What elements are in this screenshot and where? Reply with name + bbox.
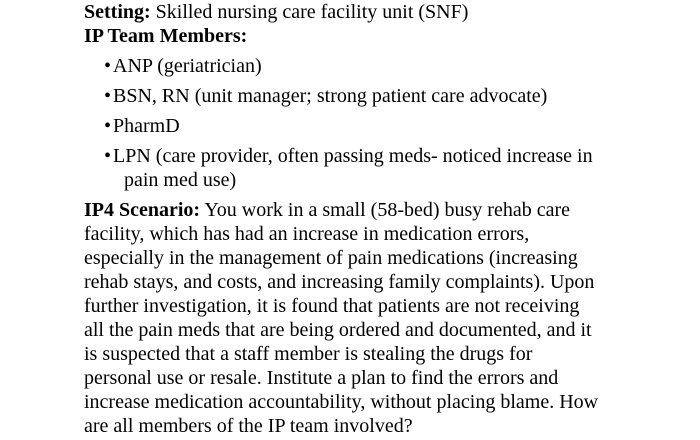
bullet-glyph: •	[104, 115, 112, 137]
team-member-label: ANP (geriatrician)	[113, 55, 262, 77]
setting-label: Setting:	[84, 1, 151, 23]
setting-value: Skilled nursing care facility unit (SNF)	[155, 1, 469, 23]
scenario-line-6: all the pain meds that are being ordered and documented, and it	[84, 319, 592, 341]
team-member-label: BSN, RN (unit manager; strong patient care advocate)	[113, 85, 548, 107]
scenario-line-3: especially in the management of pain medications (increasing	[84, 247, 578, 269]
team-member-label: LPN (care provider, often passing meds- noticed increase in	[113, 145, 593, 167]
bullet-glyph: •	[104, 145, 112, 167]
scenario-line-8: personal use or resale. Institute a plan to find the errors and	[84, 367, 559, 389]
team-member-rn	[104, 84, 547, 108]
bullet-glyph: •	[104, 85, 112, 107]
bullet-glyph: •	[104, 55, 112, 77]
team-member-pharmd	[104, 114, 180, 138]
scenario-line-4: rehab stays, and costs, and increasing family complaints). Upon	[84, 271, 595, 293]
team-member-lpn-continuation: pain med use)	[124, 169, 237, 191]
scenario-text: You work in a small (58-bed) busy rehab care	[204, 199, 571, 221]
team-heading: IP Team Members:	[84, 25, 248, 47]
scenario-line-7: is suspected that a staff member is stealing the drugs for	[84, 343, 533, 365]
scenario-line-2: facility, which has had an increase in medication errors,	[84, 223, 530, 245]
scenario-line-10: are all members of the IP team involved?	[84, 415, 413, 437]
setting-line	[84, 0, 468, 24]
scenario-line-5: further investigation, it is found that patients are not receiving	[84, 295, 580, 317]
scenario-line-1	[84, 198, 570, 222]
team-member-anp	[104, 54, 262, 78]
scenario-label: IP4 Scenario:	[84, 199, 201, 221]
scenario-line-9: increase medication accountability, without placing blame. How	[84, 391, 599, 413]
team-member-label: PharmD	[113, 115, 180, 137]
team-member-lpn	[104, 144, 593, 168]
